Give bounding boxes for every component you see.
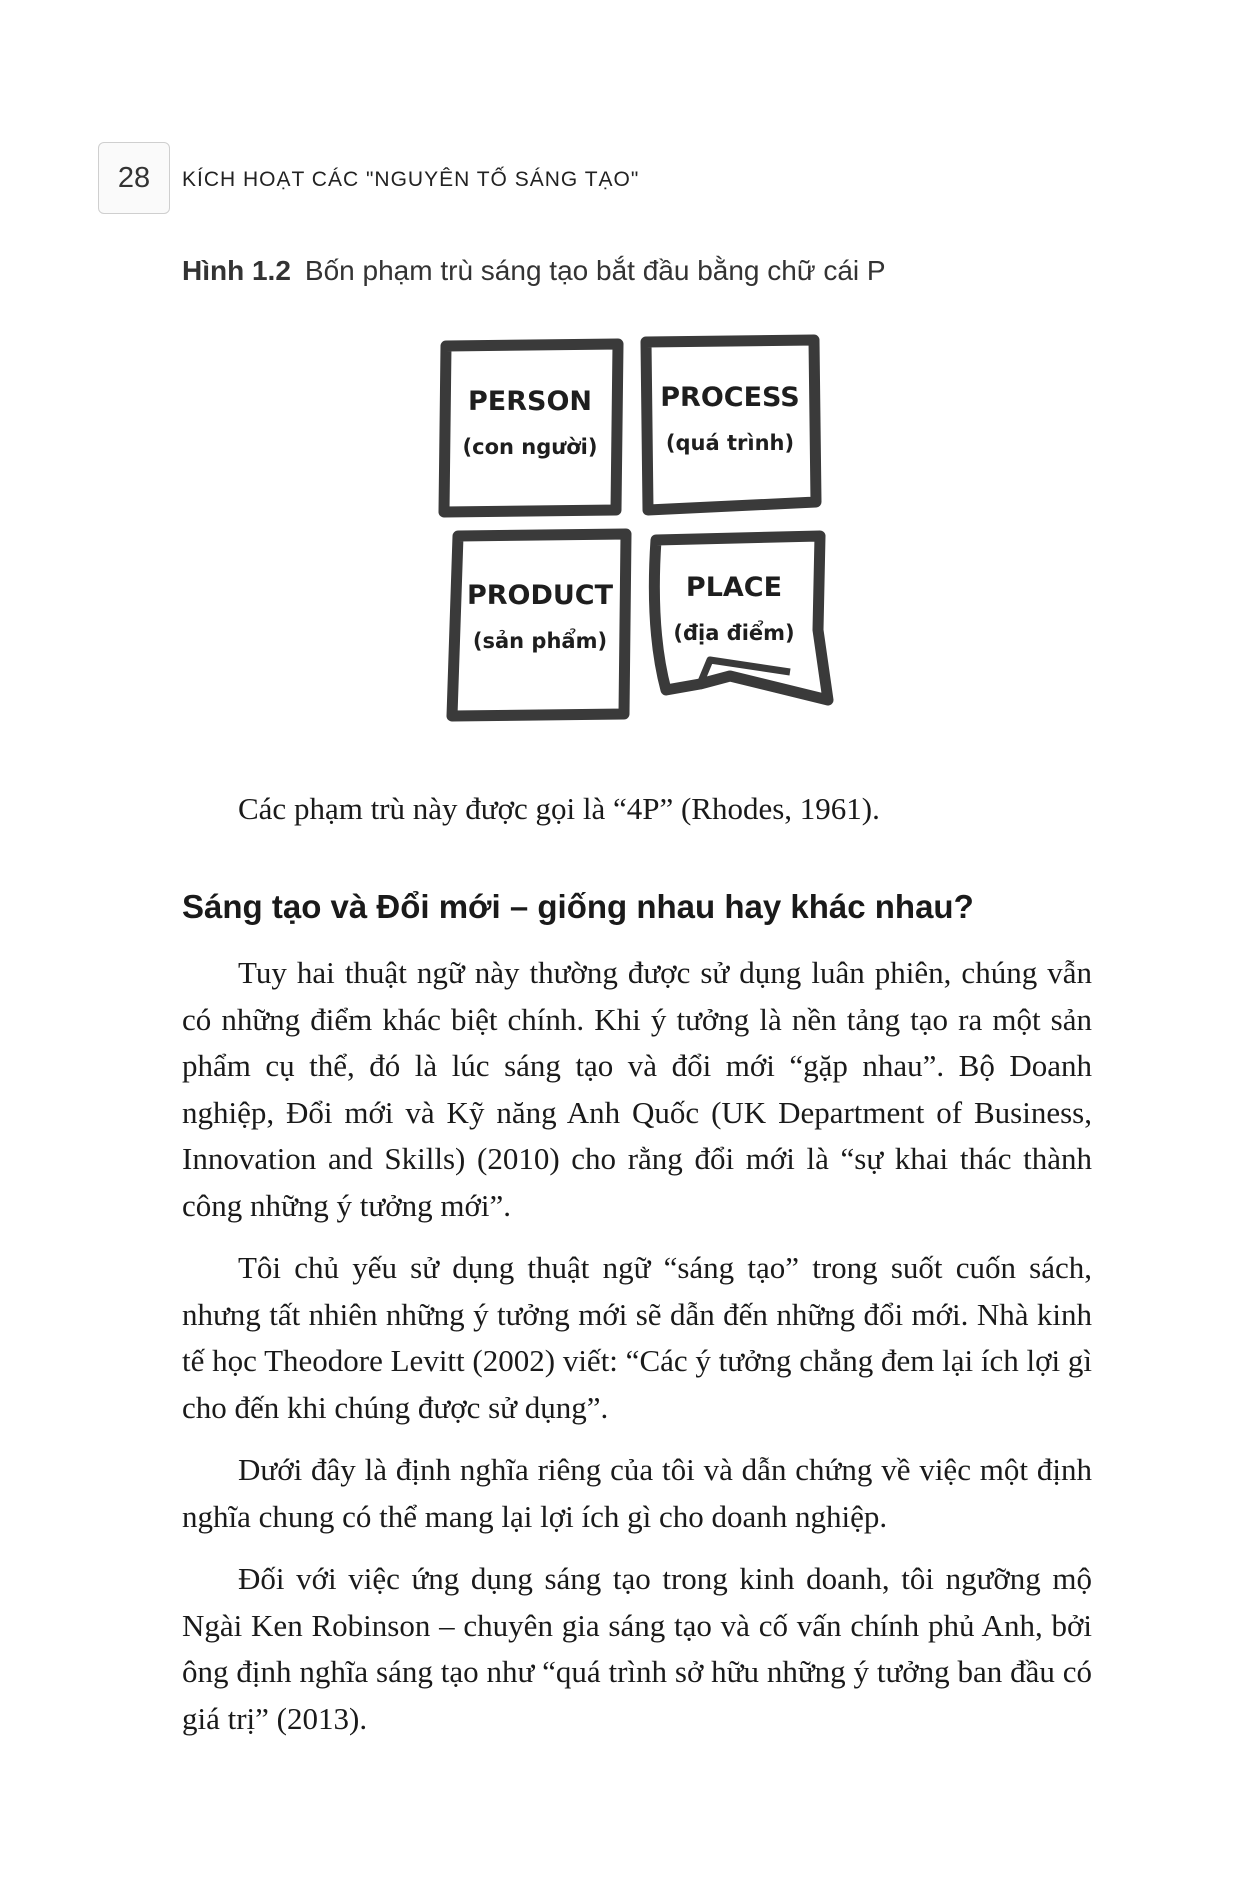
box-process: [646, 340, 816, 510]
box-process-title: PROCESS: [660, 382, 800, 413]
body-text: [182, 950, 1092, 1758]
four-p-sketch: [430, 330, 850, 730]
figure-label: Hình 1.2: [182, 255, 291, 286]
box-person-title: PERSON: [467, 386, 593, 417]
section-heading: Sáng tạo và Đổi mới – giống nhau hay khác nhau?: [182, 888, 974, 925]
box-product-title: PRODUCT: [466, 580, 614, 611]
figure-caption-text: Bốn phạm trù sáng tạo bắt đầu bằng chữ cái P: [304, 255, 886, 286]
figure-followup-text: Các phạm trù này được gọi là “4P” (Rhodes, 1961).: [238, 791, 880, 826]
box-person-subtitle: (con người): [462, 435, 598, 459]
box-person: [444, 344, 618, 512]
box-place-subtitle: (địa điểm): [673, 621, 795, 645]
running-title: KÍCH HOẠT CÁC "NGUYÊN TỐ SÁNG TẠO": [182, 168, 640, 191]
box-process-subtitle: (quá trình): [665, 431, 795, 455]
box-product: [452, 534, 626, 716]
figure-caption: [182, 255, 886, 287]
paragraph: Tôi chủ yếu sử dụng thuật ngữ “sáng tạo” trong suốt cuốn sách, nhưng tất nhiên những ý tưởng mới sẽ dẫn đến những đổi mới. Nhà kinh tế học Theodore Levitt (2002) viết: “Các ý tưởng chẳng đem lại ích lợi gì cho đến khi chúng được sử dụng”.: [182, 1250, 1092, 1425]
box-place: [654, 536, 828, 700]
box-product-subtitle: (sản phẩm): [472, 629, 608, 653]
box-place-title: PLACE: [685, 572, 783, 603]
paragraph: Dưới đây là định nghĩa riêng của tôi và dẫn chứng về việc một định nghĩa chung có thể mang lại lợi ích gì cho doanh nghiệp.: [182, 1452, 1092, 1534]
four-p-figure: [430, 330, 850, 730]
paragraph: Đối với việc ứng dụng sáng tạo trong kinh doanh, tôi ngưỡng mộ Ngài Ken Robinson – chuyên gia sáng tạo và cố vấn chính phủ Anh, bởi ông định nghĩa sáng tạo như “quá trình sở hữu những ý tưởng ban đầu có giá trị” (2013).: [182, 1561, 1092, 1736]
page-number: 28: [98, 142, 170, 214]
paragraph: Tuy hai thuật ngữ này thường được sử dụng luân phiên, chúng vẫn có những điểm khác biệt chính. Khi ý tưởng là nền tảng tạo ra một sản phẩm cụ thể, đó là lúc sáng tạo và đổi mới “gặp nhau”. Bộ Doanh nghiệp, Đổi mới và Kỹ năng Anh Quốc (UK Department of Business, Innovation and Skills) (2010) cho rằng đổi mới là “sự khai thác thành công những ý tưởng mới”.: [182, 955, 1092, 1223]
